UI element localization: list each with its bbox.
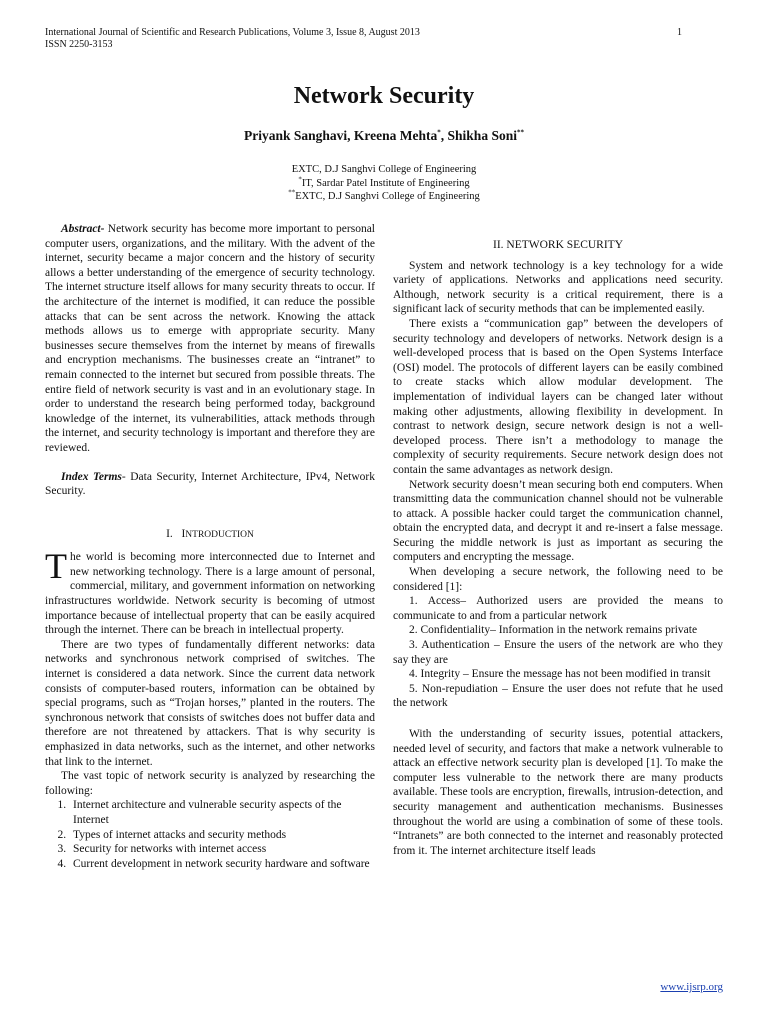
- author-1: Priyank Sanghavi,: [244, 128, 354, 143]
- paper-title: Network Security: [293, 83, 475, 109]
- section2-paragraph-2: There exists a “communication gap” between the developers of security technology and developers of networks. Network design is a well-developed process that is based on the Open Systems Interface (OSI) model. The protocols of different layers can be easily combined to create stacks which allow modular development. The implementation of individual layers can be changed later without making other adjustments, allowing flexibility in development. In contrast to network design, secure network design is not a well-developed process. There isn’t a methodology to manage the complexity of security requirements. Secure network design does not contain the same advantages as network design.: [393, 317, 723, 476]
- section-heading-introduction: I. INTRODUCTION: [166, 527, 254, 540]
- list-item: 3. Authentication – Ensure the users of the network are who they say they are: [393, 639, 723, 666]
- abstract-text: Network security has become more important to personal computer users, organizations, and the military. With the advent of the internet, security became a major concern and the history of security allows a better understanding of the emergence of security technology. The internet structure itself allows for many security threats to occur. If the architecture of the internet is modified, it can reduce the possible attacks that can be sent across the network. Knowing the attack methods allows us to emerge with appropriate security. Many businesses secure themselves from the internet by means of firewalls and encryption mechanisms. The businesses create an “intranet” to remain connected to the internet but secured from possible threats. The entire field of network security is vast and in an evolutionary stage. In order to understand the research being performed today, background knowledge of the internet, its vulnerabilities, attack methods through the internet, and security technology is important and therefore they are reviewed.: [45, 223, 375, 454]
- index-terms-text: - Data Security, Internet Architecture, IPv4, Network Security.: [45, 470, 376, 498]
- list-item: 2. Confidentiality– Information in the network remains private: [409, 624, 698, 637]
- intro-paragraph-1: The world is becoming more interconnected due to Internet and new networking technology. There is a large amount of personal, commercial, military, and government information on networking infrastructures worldwide. Network security is becoming of utmost importance because of intellectual property that can be easily acquired through the internet. There can be breach in intellectual property.: [45, 546, 375, 637]
- intro-paragraph-2: There are two types of fundamentally different networks: data networks and synchronous network comprised of switches. The internet is considered a data network. Since the current data network consists of computer-based routers, information can be obtained by special programs, such as “Trojan horses,” planted in the routers. The synchronous network that consists of switches does not buffer data and therefore are not threatened by attackers. That is why security is emphasized in data networks, such as the internet, and other networks that link to the internet.: [45, 638, 375, 768]
- drop-cap: T: [45, 546, 67, 587]
- list-item: 4. Current development in network security hardware and software: [69, 857, 375, 872]
- author-3-mark: **: [516, 128, 524, 137]
- author-2-mark: *: [437, 128, 441, 137]
- issn: ISSN 2250-3153: [45, 39, 113, 50]
- list-item: 1. Access– Authorized users are provided the means to communicate to and from a particular network: [393, 595, 723, 622]
- affiliation-1: EXTC, D.J Sanghvi College of Engineering: [291, 164, 477, 175]
- section2-paragraph-3: Network security doesn’t mean securing both end computers. When transmitting data the communication channel should not be vulnerable to attack. A possible hacker could target the communication channel, obtain the encrypted data, and decrypt it and re-insert a false message. Securing the middle network is just as important as securing the computers and encrypting the message.: [393, 478, 723, 564]
- list-item: 5. Non-repudiation – Ensure the user does not refute that he used the network: [393, 682, 723, 710]
- intro-paragraph-3: The vast topic of network security is analyzed by researching the following:: [45, 770, 375, 797]
- page-number: 1: [677, 27, 682, 38]
- section-heading-network-security: II. NETWORK SECURITY: [493, 239, 623, 251]
- list-item: 4. Integrity – Ensure the message has not been modified in transit: [409, 668, 711, 681]
- journal-header: [45, 27, 682, 51]
- affiliation-3: **EXTC, D.J Sanghvi College of Engineering: [288, 188, 480, 202]
- abstract: [45, 222, 375, 456]
- intro-topic-list: [45, 798, 375, 871]
- journal-line: International Journal of Scientific and Research Publications, Volume 3, Issue 8, August 2013: [45, 27, 420, 38]
- affiliation-2: *IT, Sardar Patel Institute of Engineering: [298, 175, 470, 189]
- index-terms: [45, 470, 375, 499]
- index-terms-label: Index Terms: [61, 470, 122, 483]
- section2-paragraph-1: System and network technology is a key technology for a wide variety of applications. Networks and applications need security. Although, network security is a critical requirement, there is a significant lack of security methods that can be implemented easily.: [393, 259, 723, 316]
- list-item: 1. Internet architecture and vulnerable security aspects of the Internet: [69, 798, 375, 827]
- journal-website-link[interactable]: www.ijsrp.org: [660, 981, 723, 993]
- author-2: Kreena Mehta: [353, 128, 438, 143]
- list-item: 3. Security for networks with internet access: [69, 842, 375, 857]
- list-item: 2. Types of internet attacks and security methods: [69, 828, 375, 843]
- affiliations: [0, 163, 768, 204]
- right-column: [393, 238, 723, 858]
- section2-paragraph-4: When developing a secure network, the following need to be considered [1]:: [393, 566, 723, 593]
- requirements-list: [393, 594, 723, 711]
- left-column: [45, 222, 375, 871]
- section2-paragraph-5: With the understanding of security issues, potential attackers, needed level of security, and factors that make a network vulnerable to attack an effective network security plan is developed [1]. To make the computer less vulnerable to the network there are many products available. These tools are encryption, firewalls, intrusion-detection, and security management and authentication mechanisms. Businesses throughout the world are using a combination of some of these tools. “Intranets” are both connected to the internet and reasonably protected from it. The internet architecture itself leads: [393, 728, 723, 857]
- abstract-label: Abstract-: [61, 223, 105, 235]
- author-3: , Shikha Soni: [440, 128, 517, 143]
- author-list: [0, 128, 768, 144]
